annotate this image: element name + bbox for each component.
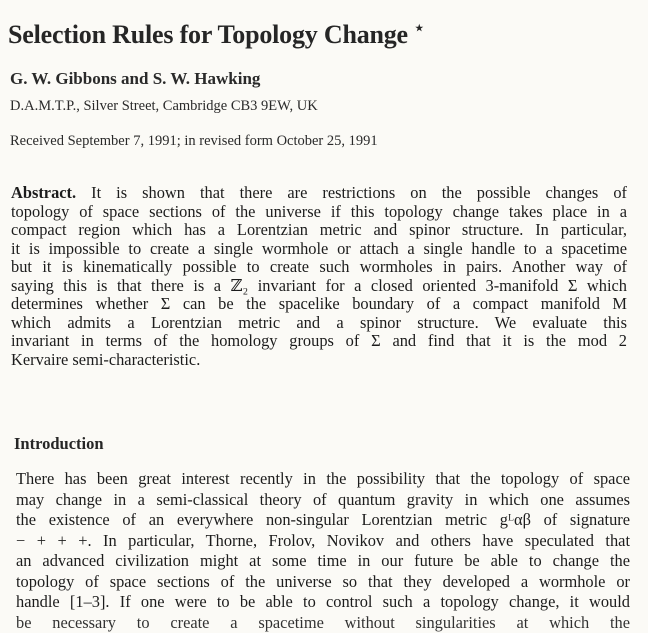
abstract-line: invariant in terms of the homology groups of Σ and find that it is the mod 2: [11, 331, 627, 350]
received-dates: Received September 7, 1991; in revised form October 25, 1991: [10, 133, 378, 149]
abstract-line: [11, 184, 627, 203]
intro-line: − + + +. In particular, Thorne, Frolov, Novikov and others have speculated that: [16, 530, 630, 550]
abstract-line: topology of space sections of the universe if this topology change takes place in a: [11, 201, 627, 221]
authors: G. W. Gibbons and S. W. Hawking: [10, 69, 261, 88]
section-heading-introduction: Introduction: [14, 434, 104, 453]
intro-line: handle [1–3]. If one were to be able to control such a topology change, it would: [16, 592, 630, 611]
intro-line: the existence of an everywhere non-singular Lorentzian metric gᴸαβ of signature: [16, 510, 630, 529]
abstract-line: saying this is that there is a ℤ₂ invariant for a closed oriented 3-manifold Σ which: [11, 275, 627, 295]
introduction-body: [16, 469, 630, 632]
abstract: [11, 184, 627, 369]
intro-line: There has been great interest recently in the possibility that the topology of space: [16, 469, 630, 488]
intro-line: topology of space sections of the universe so that they developed a wormhole or: [16, 571, 630, 591]
abstract-line: which admits a Lorentzian metric and a spinor structure. We evaluate this: [11, 312, 627, 332]
title-footnote-mark: ⋆: [414, 20, 425, 37]
abstract-line: compact region which has a Lorentzian metric and spinor structure. In particular,: [11, 220, 627, 239]
abstract-line: but it is kinematically possible to create such wormholes in pairs. Another way of: [11, 257, 627, 276]
abstract-label: Abstract.: [11, 183, 77, 202]
intro-line: may change in a semi-classical theory of quantum gravity in which one assumes: [16, 489, 630, 509]
abstract-line: determines whether Σ can be the spacelike boundary of a compact manifold M: [11, 294, 627, 313]
abstract-line-text: It is shown that there are restrictions on the possible changes of: [91, 183, 628, 202]
abstract-line: Kervaire semi-characteristic.: [11, 349, 201, 369]
abstract-line: it is impossible to create a single wormhole or attach a single handle to a spacetime: [11, 238, 627, 258]
affiliation: D.A.M.T.P., Silver Street, Cambridge CB3 9EW, UK: [10, 98, 318, 114]
paper-title: [8, 18, 424, 50]
intro-line-cut: be necessary to create a spacetime without singularities at which the: [16, 612, 630, 632]
title-text: Selection Rules for Topology Change: [8, 20, 408, 49]
intro-line: an advanced civilization might at some time in our future be able to change the: [16, 551, 630, 570]
